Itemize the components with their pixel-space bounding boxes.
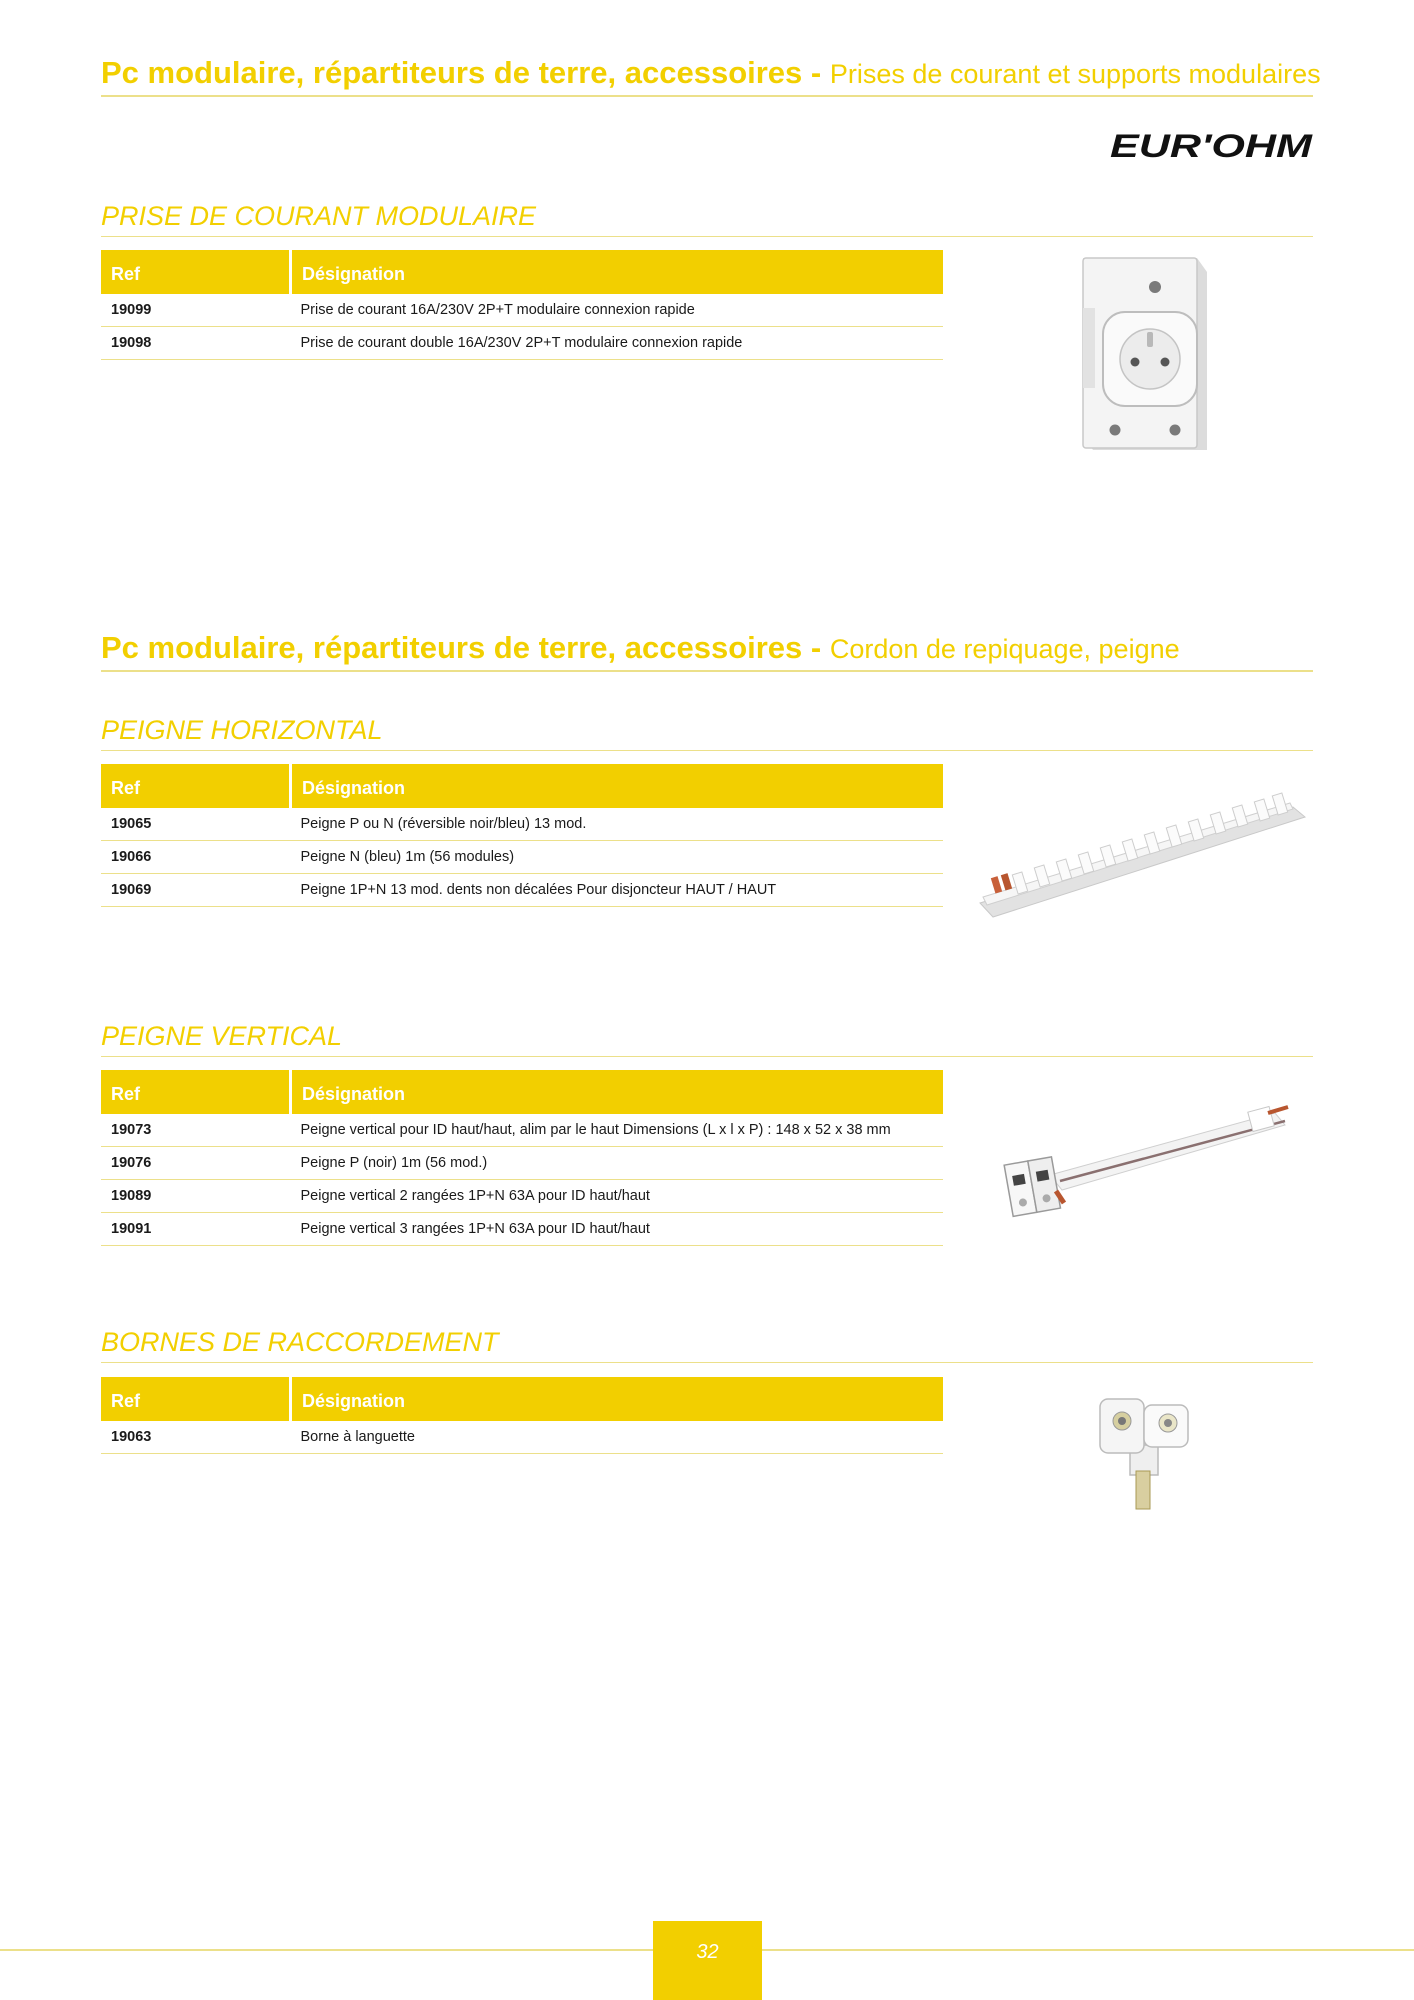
eurohm-logo bbox=[1110, 128, 1315, 164]
table-peigne-horizontal bbox=[101, 764, 943, 907]
section-title-prises bbox=[101, 54, 1321, 97]
page-number: 32 bbox=[653, 1921, 762, 2000]
ref-cell: 19099 bbox=[101, 294, 291, 327]
ref-cell: 19076 bbox=[101, 1147, 291, 1180]
table-prise-courant bbox=[101, 250, 943, 360]
table-row bbox=[101, 1147, 943, 1180]
subtitle-bornes-raccordement: BORNES DE RACCORDEMENT bbox=[101, 1327, 1313, 1363]
ref-cell: 19098 bbox=[101, 327, 291, 360]
section-title-peignes bbox=[101, 629, 1313, 672]
subtitle-peigne-vertical: PEIGNE VERTICAL bbox=[101, 1021, 1313, 1057]
table-header-row bbox=[101, 250, 943, 294]
designation-cell: Peigne vertical pour ID haut/haut, alim par le haut Dimensions (L x l x P) : 148 x 52 x 38 mm bbox=[291, 1114, 944, 1147]
ref-cell: 19066 bbox=[101, 841, 291, 874]
table-row bbox=[101, 1421, 943, 1454]
logo-text: EUR'OHM bbox=[1110, 128, 1314, 164]
column-header-ref: Ref bbox=[101, 764, 291, 808]
table-row bbox=[101, 808, 943, 841]
table-row bbox=[101, 1180, 943, 1213]
column-header-designation: Désignation bbox=[291, 764, 944, 808]
designation-cell: Peigne 1P+N 13 mod. dents non décalées Pour disjoncteur HAUT / HAUT bbox=[291, 874, 944, 907]
section-title-main: Pc modulaire, répartiteurs de terre, accessoires - bbox=[101, 630, 830, 665]
designation-cell: Peigne vertical 3 rangées 1P+N 63A pour ID haut/haut bbox=[291, 1213, 944, 1246]
table-row bbox=[101, 1213, 943, 1246]
designation-cell: Prise de courant double 16A/230V 2P+T modulaire connexion rapide bbox=[291, 327, 944, 360]
section-title-main: Pc modulaire, répartiteurs de terre, accessoires - bbox=[101, 55, 830, 90]
terminal-tab-image bbox=[1090, 1385, 1205, 1520]
subtitle-peigne-horizontal: PEIGNE HORIZONTAL bbox=[101, 715, 1313, 751]
table-row bbox=[101, 1114, 943, 1147]
table-peigne-vertical bbox=[101, 1070, 943, 1246]
table-row bbox=[101, 874, 943, 907]
ref-cell: 19069 bbox=[101, 874, 291, 907]
section-title-sub: Cordon de repiquage, peigne bbox=[829, 634, 1180, 664]
table-row bbox=[101, 841, 943, 874]
subtitle-prise-courant: PRISE DE COURANT MODULAIRE bbox=[101, 201, 1313, 237]
table-header-row bbox=[101, 764, 943, 808]
column-header-ref: Ref bbox=[101, 250, 291, 294]
ref-cell: 19065 bbox=[101, 808, 291, 841]
modular-socket-image bbox=[1075, 250, 1215, 460]
ref-cell: 19091 bbox=[101, 1213, 291, 1246]
table-row bbox=[101, 327, 943, 360]
designation-cell: Prise de courant 16A/230V 2P+T modulaire connexion rapide bbox=[291, 294, 944, 327]
horizontal-comb-image bbox=[975, 765, 1320, 940]
table-header-row bbox=[101, 1070, 943, 1114]
designation-cell: Peigne N (bleu) 1m (56 modules) bbox=[291, 841, 944, 874]
ref-cell: 19073 bbox=[101, 1114, 291, 1147]
designation-cell: Peigne P (noir) 1m (56 mod.) bbox=[291, 1147, 944, 1180]
column-header-designation: Désignation bbox=[291, 1377, 944, 1421]
designation-cell: Peigne vertical 2 rangées 1P+N 63A pour ID haut/haut bbox=[291, 1180, 944, 1213]
table-header-row bbox=[101, 1377, 943, 1421]
ref-cell: 19063 bbox=[101, 1421, 291, 1454]
ref-cell: 19089 bbox=[101, 1180, 291, 1213]
designation-cell: Borne à languette bbox=[291, 1421, 944, 1454]
column-header-designation: Désignation bbox=[291, 1070, 944, 1114]
table-row bbox=[101, 294, 943, 327]
designation-cell: Peigne P ou N (réversible noir/bleu) 13 mod. bbox=[291, 808, 944, 841]
section-title-sub: Prises de courant et supports modulaires bbox=[829, 59, 1321, 89]
column-header-designation: Désignation bbox=[291, 250, 944, 294]
column-header-ref: Ref bbox=[101, 1377, 291, 1421]
vertical-comb-image bbox=[1000, 1095, 1295, 1235]
table-bornes-raccordement bbox=[101, 1377, 943, 1454]
column-header-ref: Ref bbox=[101, 1070, 291, 1114]
